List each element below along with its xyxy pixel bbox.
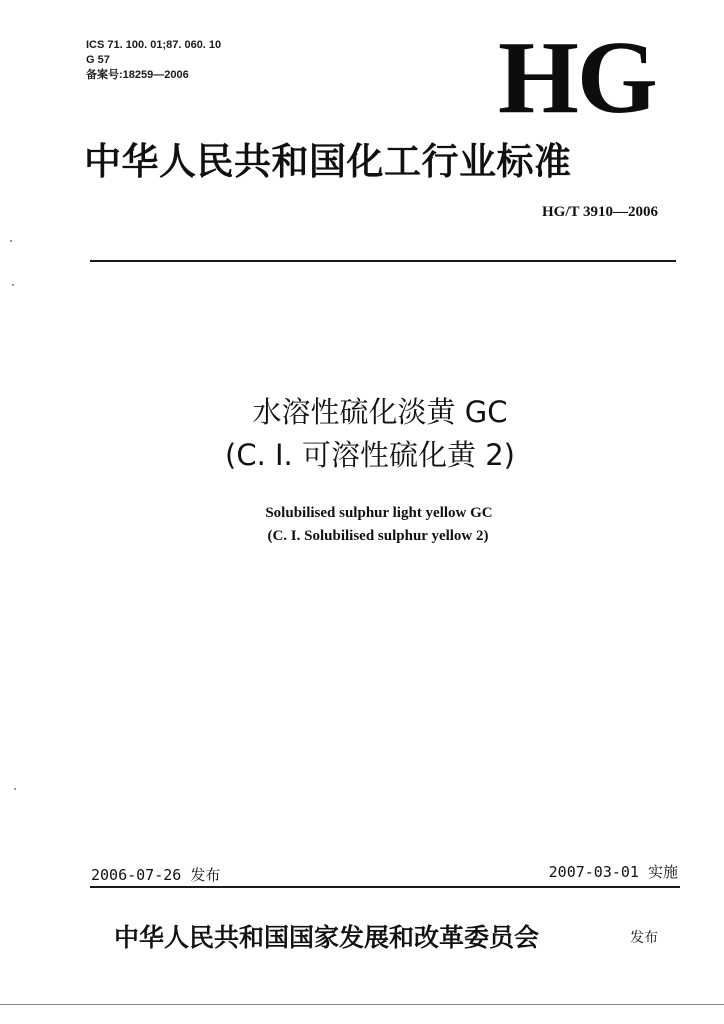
page-edge-line	[0, 1004, 724, 1005]
standard-number: HG/T 3910—2006	[542, 204, 658, 220]
classification-codes	[86, 38, 221, 83]
implementation-date: 2007-03-01 实施	[548, 863, 678, 881]
hg-logo: HG	[498, 20, 656, 135]
issuing-action: 发布	[630, 930, 658, 946]
ics-code: ICS 71. 100. 01;87. 060. 10	[86, 39, 222, 51]
top-divider	[90, 260, 676, 262]
document-title-zh-line2: (C. I. 可溶性硫化黄 2)	[225, 438, 515, 472]
document-title-en-line2: (C. I. Solubilised sulphur yellow 2)	[267, 528, 489, 544]
document-title-en-line1: Solubilised sulphur light yellow GC	[265, 505, 493, 521]
issuing-authority: 中华人民共和国国家发展和改革委员会	[114, 923, 540, 952]
ccs-code: G 57	[86, 54, 110, 66]
publish-date: 2006-07-26 发布	[91, 866, 221, 884]
bottom-divider	[90, 886, 680, 888]
scan-speck	[14, 788, 16, 790]
scan-speck	[10, 240, 12, 242]
document-title-zh-line1: 水溶性硫化淡黄 GC	[252, 395, 508, 429]
industry-standard-title: 中华人民共和国化工行业标准	[84, 139, 572, 183]
scan-speck	[12, 284, 14, 286]
filing-number: 备案号:18259—2006	[86, 69, 189, 81]
